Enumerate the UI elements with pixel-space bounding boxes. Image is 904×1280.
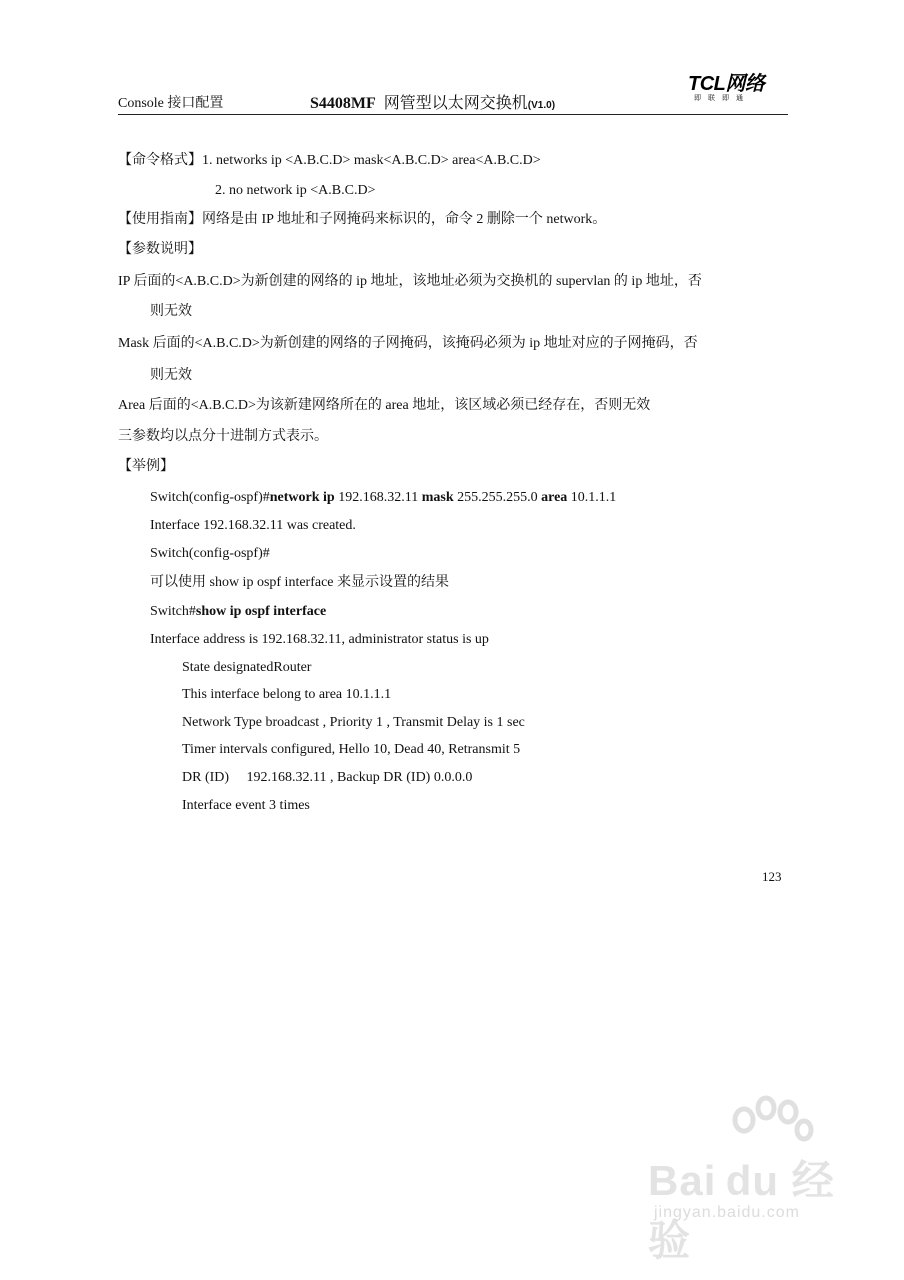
param-ip-line-1: IP 后面的<A.B.C.D>为新创建的网络的 ip 地址，该地址必须为交换机的 supervlan 的 ip 地址，否 (118, 274, 702, 289)
example-command-network (150, 489, 616, 507)
watermark-url: jingyan.baidu.com (654, 1204, 800, 1221)
example-note: 可以使用 show ip ospf interface 来显示设置的结果 (150, 575, 450, 590)
title-text: 网管型以太网交换机 (383, 95, 528, 112)
header-divider (118, 114, 788, 115)
example-heading: 【举例】 (118, 459, 174, 474)
param-mask-line-1: Mask 后面的<A.B.C.D>为新创建的网络的子网掩码，该掩码必须为 ip 地址对应的子网掩码，否 (118, 336, 698, 351)
param-note: 三参数均以点分十进制方式表示。 (118, 429, 328, 444)
param-mask-line-2: 则无效 (150, 368, 192, 383)
param-ip-line-2: 则无效 (150, 304, 192, 319)
page-number: 123 (762, 869, 782, 884)
usage-guide: 【使用指南】网络是由 IP 地址和子网掩码来标识的，命令 2 删除一个 network。 (118, 212, 607, 227)
ex1-keyword-mask: mask (421, 490, 454, 505)
cmd-format-line-2: 2. no network ip <A.B.C.D> (215, 183, 376, 198)
ex1-keyword-network-ip: network ip (269, 490, 335, 505)
param-heading: 【参数说明】 (118, 242, 202, 257)
ex5-prefix: Switch# (150, 604, 196, 619)
show-output-timers: Timer intervals configured, Hello 10, Dead 40, Retransmit 5 (182, 742, 521, 757)
show-output-area: This interface belong to area 10.1.1.1 (182, 687, 392, 702)
show-output-state: State designatedRouter (182, 660, 312, 675)
baidu-watermark (634, 1090, 864, 1264)
logo-main-text: TCL网络 (688, 73, 765, 95)
ex1-value-area: 10.1.1.1 (567, 490, 617, 505)
watermark-brand: Bai du 经验 (648, 1157, 835, 1264)
example-prompt: Switch(config-ospf)# (150, 546, 270, 561)
title-model: S4408MF (310, 95, 376, 112)
title-version: (V1.0) (527, 100, 556, 111)
header-section-label: Console 接口配置 (118, 96, 224, 111)
ex1-value-mask: 255.255.255.0 (453, 490, 542, 505)
ex1-prefix: Switch(config-ospf)# (150, 490, 270, 505)
ex1-keyword-area: area (541, 490, 568, 505)
show-output-network-type: Network Type broadcast , Priority 1 , Transmit Delay is 1 sec (182, 715, 525, 730)
document-title (310, 90, 555, 113)
cmd-format-line-1: 【命令格式】1. networks ip <A.B.C.D> mask<A.B.C.D> area<A.B.C.D> (118, 153, 541, 168)
ex1-value-ip: 192.168.32.11 (334, 490, 422, 505)
tcl-logo (688, 74, 788, 108)
param-area: Area 后面的<A.B.C.D>为该新建网络所在的 area 地址，该区域必须已经存在，否则无效 (118, 398, 651, 413)
show-output-events: Interface event 3 times (182, 798, 310, 813)
show-output-dr: DR (ID) 192.168.32.11 , Backup DR (ID) 0.0.0.0 (182, 770, 473, 785)
example-output-created: Interface 192.168.32.11 was created. (150, 518, 356, 533)
show-output-address: Interface address is 192.168.32.11, administrator status is up (150, 632, 489, 647)
ex5-command: show ip ospf interface (195, 604, 327, 619)
logo-sub-text: 即联即通 (694, 94, 750, 102)
example-command-show (150, 603, 326, 621)
